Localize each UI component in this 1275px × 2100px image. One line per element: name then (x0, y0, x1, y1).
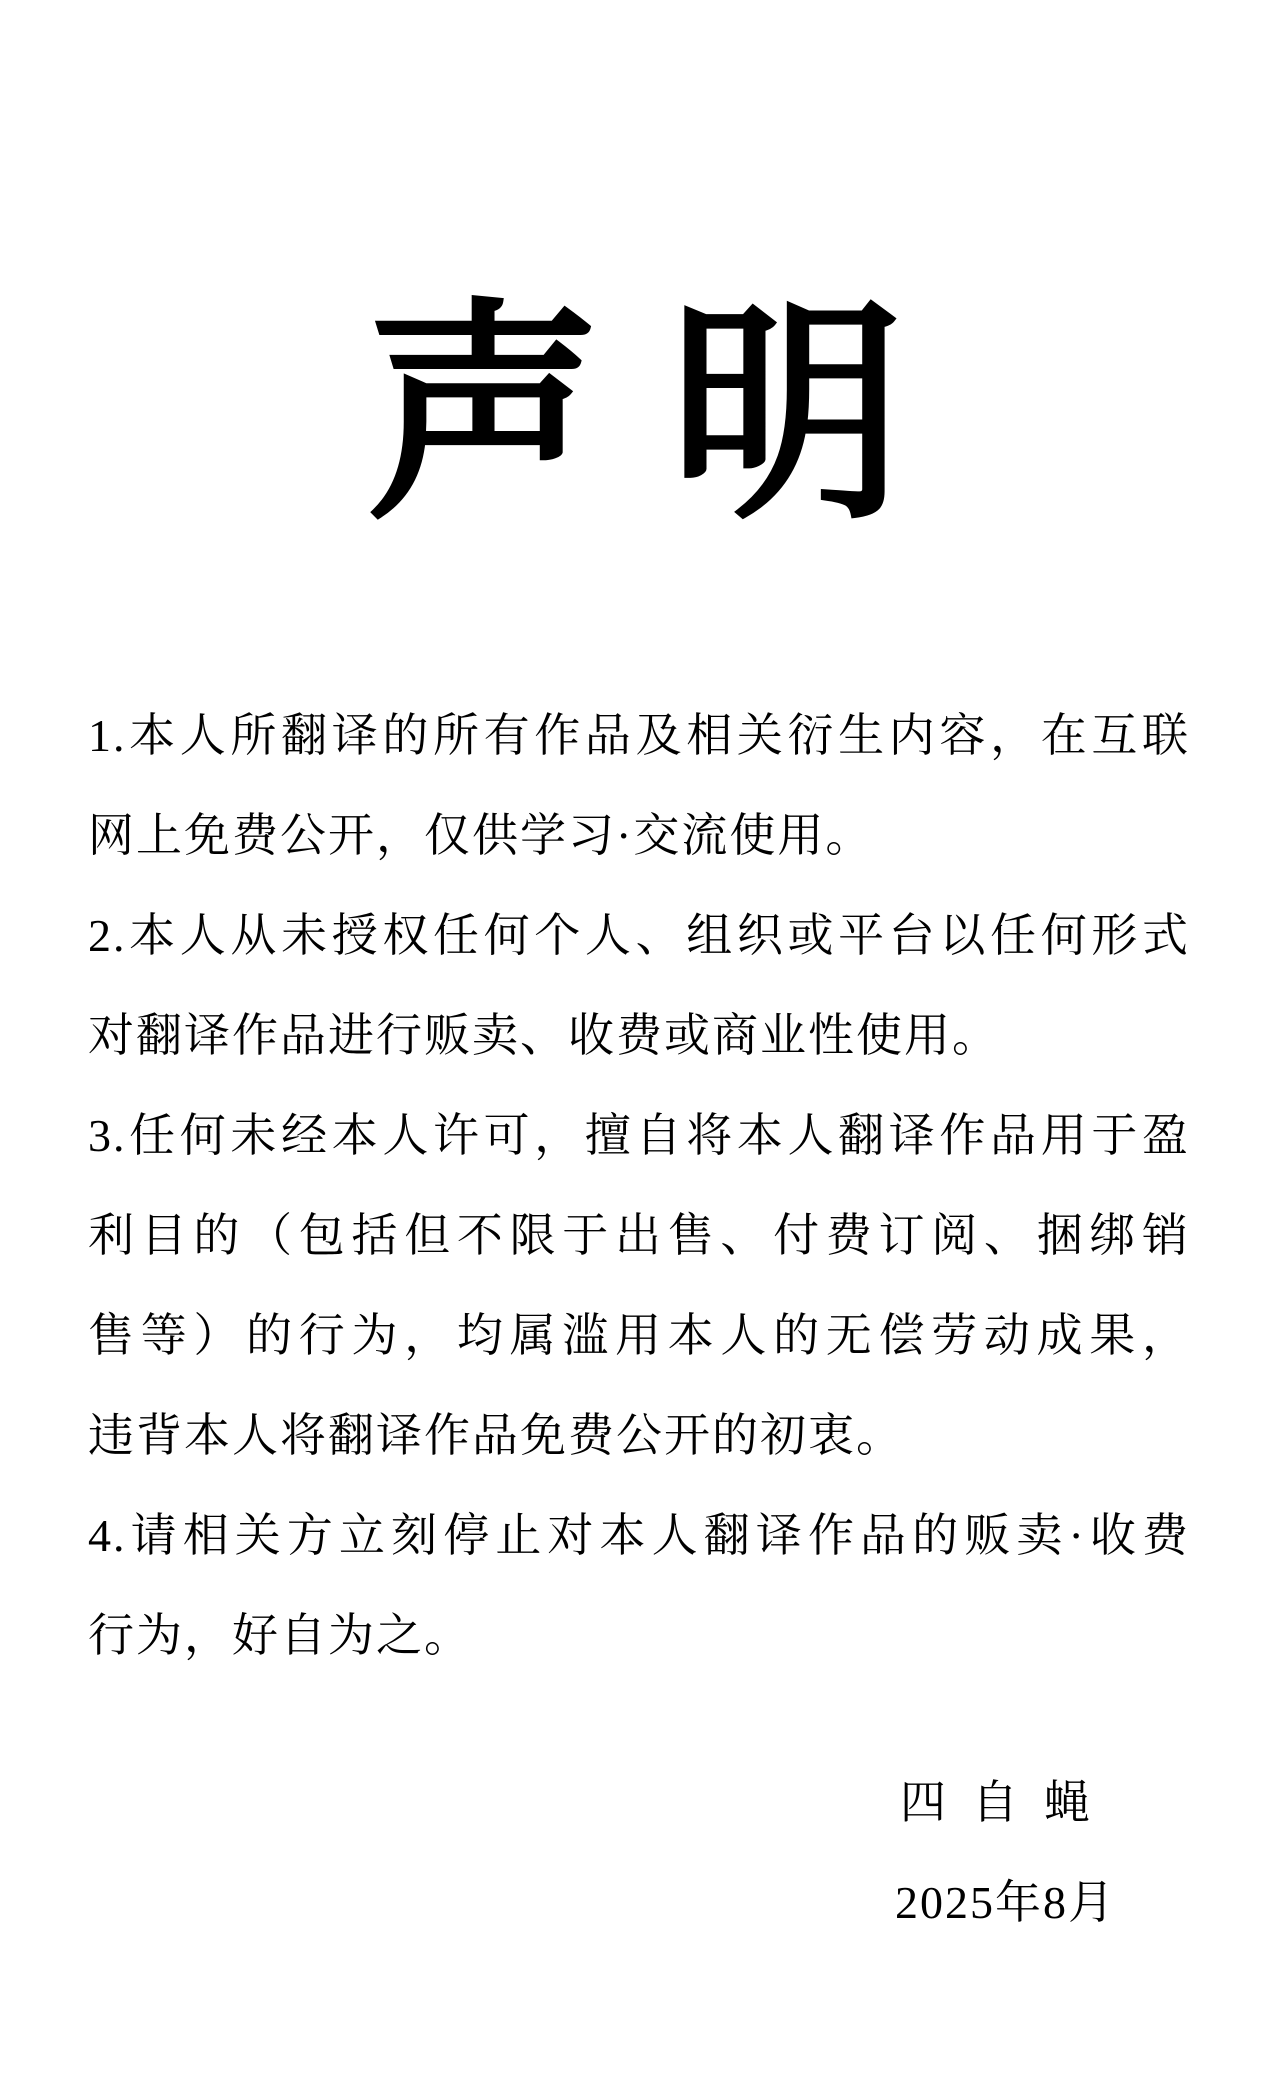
statement-line: 违背本人将翻译作品免费公开的初衷。 (88, 1410, 904, 1461)
statement-line: 对翻译作品进行贩卖、收费或商业性使用。 (88, 1010, 1000, 1061)
statement-line: 4.请相关方立刻停止对本人翻译作品的贩卖·收费 (88, 1510, 1190, 1561)
statement-paragraph-1 (88, 686, 1190, 886)
statement-paragraph-4 (88, 1486, 1190, 1686)
statement-paragraph-2 (88, 886, 1190, 1086)
signature: 四自蝇 (900, 1777, 1116, 1828)
statement-body (88, 686, 1190, 1686)
statement-paragraph-3 (88, 1086, 1190, 1486)
statement-line: 1.本人所翻译的所有作品及相关衍生内容，在互联 (88, 710, 1190, 761)
statement-line: 3.任何未经本人许可，擅自将本人翻译作品用于盈 (88, 1110, 1190, 1161)
statement-line: 2.本人从未授权任何个人、组织或平台以任何形式 (88, 910, 1190, 961)
signature-date: 2025年8月 (895, 1877, 1116, 1928)
statement-footer (88, 1753, 1116, 1953)
statement-line: 网上免费公开，仅供学习·交流使用。 (88, 810, 874, 861)
statement-line: 利目的（包括但不限于出售、付费订阅、捆绑销 (88, 1210, 1190, 1261)
statement-line: 售等）的行为，均属滥用本人的无偿劳动成果， (88, 1310, 1190, 1361)
statement-title: 声 明 (366, 287, 909, 547)
statement-line: 行为，好自为之。 (88, 1610, 472, 1661)
